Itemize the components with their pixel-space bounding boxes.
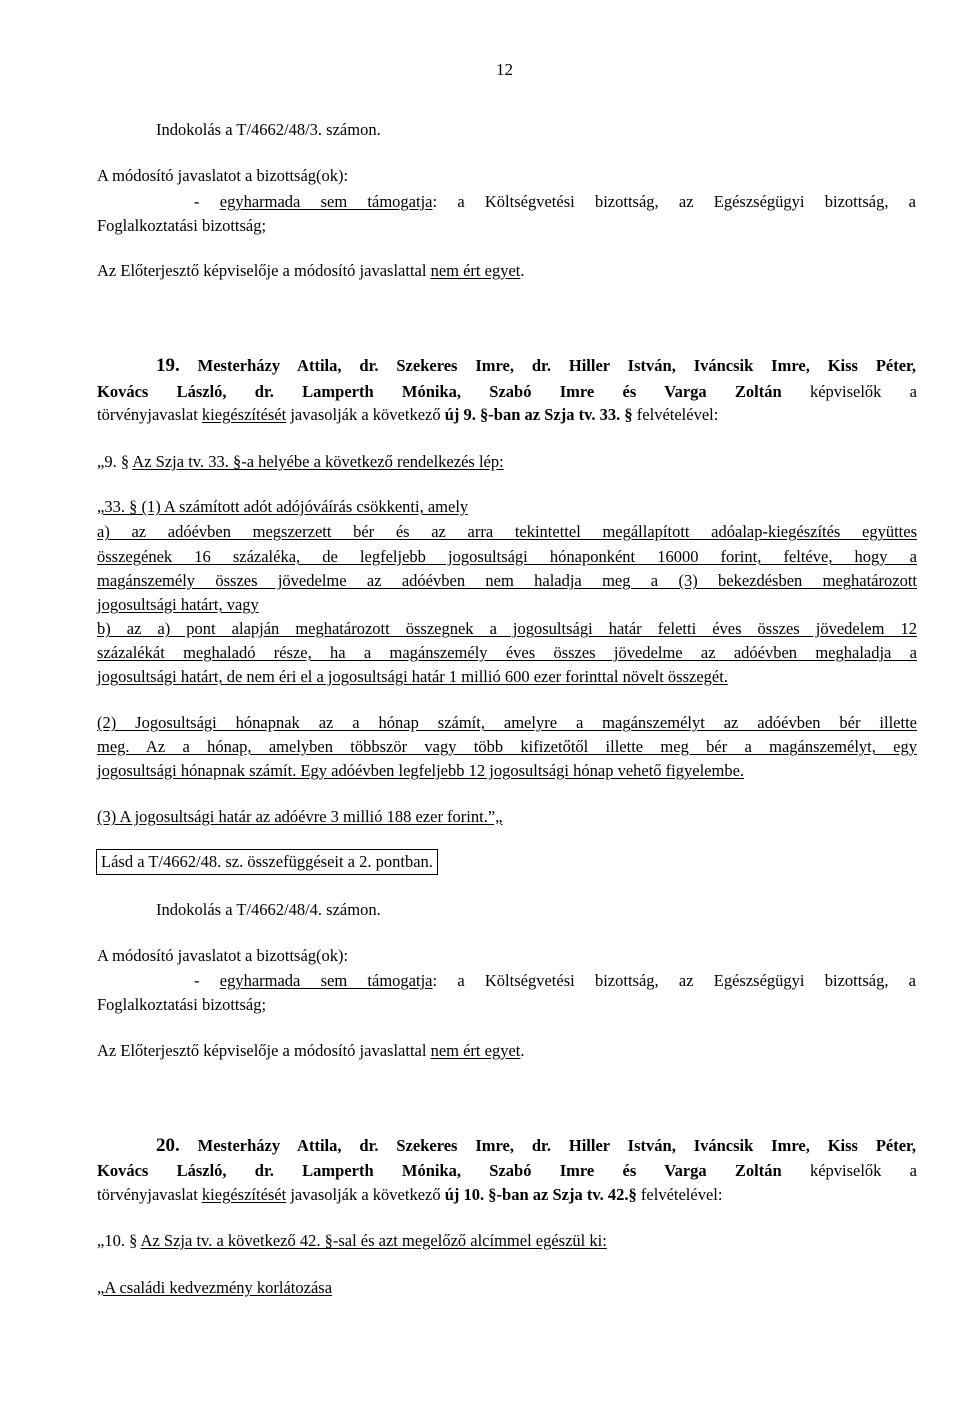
s33-b-line2: százalékát meghaladó része, ha a magánszemély éves összes jövedelme az adóévben meghaladja a <box>97 643 917 662</box>
item-19-authors-2: Kovács László, dr. Lamperth Mónika, Szabó Imre és Varga Zoltán <box>97 382 782 401</box>
presenter-verdict: nem ért egyet <box>430 261 521 280</box>
s33-2-line2: meg. Az a hónap, amelyben többször vagy több kifizetőtől illette meg bér a magánszemélyt, egy <box>97 737 917 756</box>
item-19-authors-2-line <box>97 381 917 402</box>
item-20-paragraph-header <box>97 1230 607 1251</box>
committee-intro-2: A módosító javaslatot a bizottság(ok): <box>97 946 349 965</box>
item-19-paragraph-header <box>97 451 504 472</box>
committee-list-cont-2: Foglalkoztatási bizottság; <box>97 995 267 1014</box>
item-20-prop-mid: javasolják a következő <box>286 1185 445 1204</box>
item-19-para-open: „9. § <box>97 452 133 471</box>
item-20-para-rest: Az Szja tv. a következő 42. §-sal és azt megelőző alcímmel egészül ki: <box>140 1231 607 1250</box>
committee-intro: A módosító javaslatot a bizottság(ok): <box>97 166 349 185</box>
item-19-prop-kieg: kiegészítését <box>201 405 287 424</box>
s33-2-line3: jogosultsági hónapnak számít. Egy adóévben legfeljebb 12 jogosultsági hónap vehető figyelembe. <box>97 761 745 780</box>
s33-a-line3: magánszemély összes jövedelme az adóévben nem haladja meg a (3) bekezdésben meghatározott <box>97 571 917 590</box>
s33-b-line1: b) az a) pont alapján meghatározott összegnek a jogosultsági határ feletti éves összes jövedelem 12 <box>97 619 917 638</box>
item-20-authors-2: Kovács László, dr. Lamperth Mónika, Szabó Imre és Varga Zoltán <box>97 1161 782 1180</box>
page-number: 12 <box>496 60 513 79</box>
justification-line: Indokolás a T/4662/48/3. számon. <box>156 120 381 139</box>
committee-dash: - <box>194 192 220 211</box>
committee-vote: egyharmada sem támogatja <box>219 192 433 211</box>
committee-dash-2: - <box>194 971 220 990</box>
presenter-opinion <box>97 260 525 281</box>
item-19-authors-1: Mesterházy Attila, dr. Szekeres Imre, dr. Hiller István, Iváncsik Imre, Kiss Péter, <box>179 356 916 375</box>
item-19-proposal <box>97 404 718 425</box>
presenter-end: . <box>520 261 525 280</box>
item-19-prop-mid: javasolják a következő <box>286 405 445 424</box>
item-20-number: 20. <box>156 1135 180 1156</box>
item-19-number: 19. <box>156 355 180 376</box>
s33-a-line4: jogosultsági határt, vagy <box>97 595 259 614</box>
committee-vote-line-2 <box>194 970 916 991</box>
item-19-prop-pre: törvényjavaslat <box>97 405 202 424</box>
item-19-kepviselok: képviselők a <box>781 382 918 401</box>
item-20-proposal <box>97 1184 722 1205</box>
presenter-text-2: Az Előterjesztő képviselője a módosító javaslattal <box>97 1041 431 1060</box>
item-20-prop-kieg: kiegészítését <box>201 1185 287 1204</box>
presenter-verdict-2: nem ért egyet <box>430 1041 521 1060</box>
presenter-end-2: . <box>520 1041 525 1060</box>
item-19-prop-post: felvételével: <box>632 405 719 424</box>
item-20-para-open: „10. § <box>97 1231 141 1250</box>
item-20-prop-pre: törvényjavaslat <box>97 1185 202 1204</box>
s33-3: (3) A jogosultsági határ az adóévre 3 millió 188 ezer forint.”„ <box>97 807 503 826</box>
item-20-kepviselok: képviselők a <box>781 1161 918 1180</box>
presenter-text: Az Előterjesztő képviselője a módosító javaslattal <box>97 261 431 280</box>
item-20-authors-1: Mesterházy Attila, dr. Szekeres Imre, dr. Hiller István, Iváncsik Imre, Kiss Péter, <box>179 1136 916 1155</box>
s33-a-line2: összegének 16 százaléka, de legfeljebb jogosultsági hónaponként 16000 forint, feltéve, hogy a <box>97 547 917 566</box>
justification-line-2: Indokolás a T/4662/48/4. számon. <box>156 900 381 919</box>
s33-a-line1: a) az adóévben megszerzett bér és az arra tekintettel megállapított adóalap-kiegészítés együttes <box>97 522 917 541</box>
s33-b-line3: jogosultsági határt, de nem éri el a jogosultsági határ 1 millió 600 ezer forinttal növelt összegét. <box>97 667 728 686</box>
committee-list-2: : a Költségvetési bizottság, az Egészségügyi bizottság, a <box>432 971 917 990</box>
item-19-authors <box>156 355 916 376</box>
item-19-prop-bold: új 9. §-ban az Szja tv. 33. § <box>444 405 633 424</box>
item-20-subtitle: „A családi kedvezmény korlátozása <box>97 1278 333 1297</box>
item-20-authors-2-line <box>97 1160 917 1181</box>
item-20-prop-post: felvételével: <box>636 1185 723 1204</box>
see-also-box: Lásd a T/4662/48. sz. összefüggéseit a 2. pontban. <box>96 849 438 875</box>
item-20-authors <box>156 1135 916 1156</box>
committee-vote-2: egyharmada sem támogatja <box>219 971 433 990</box>
s33-2-line1: (2) Jogosultsági hónapnak az a hónap számít, amelyre a magánszemélyt az adóévben bér illette <box>97 713 917 732</box>
item-19-para-rest: Az Szja tv. 33. §-a helyébe a következő rendelkezés lép: <box>132 452 504 471</box>
committee-list: : a Költségvetési bizottság, az Egészségügyi bizottság, a <box>432 192 917 211</box>
s33-heading: „33. § (1) A számított adót adójóváírás csökkenti, amely <box>97 497 469 516</box>
committee-vote-line <box>194 191 916 212</box>
item-20-prop-bold: új 10. §-ban az Szja tv. 42.§ <box>444 1185 637 1204</box>
presenter-opinion-2 <box>97 1040 525 1061</box>
committee-list-cont: Foglalkoztatási bizottság; <box>97 216 267 235</box>
